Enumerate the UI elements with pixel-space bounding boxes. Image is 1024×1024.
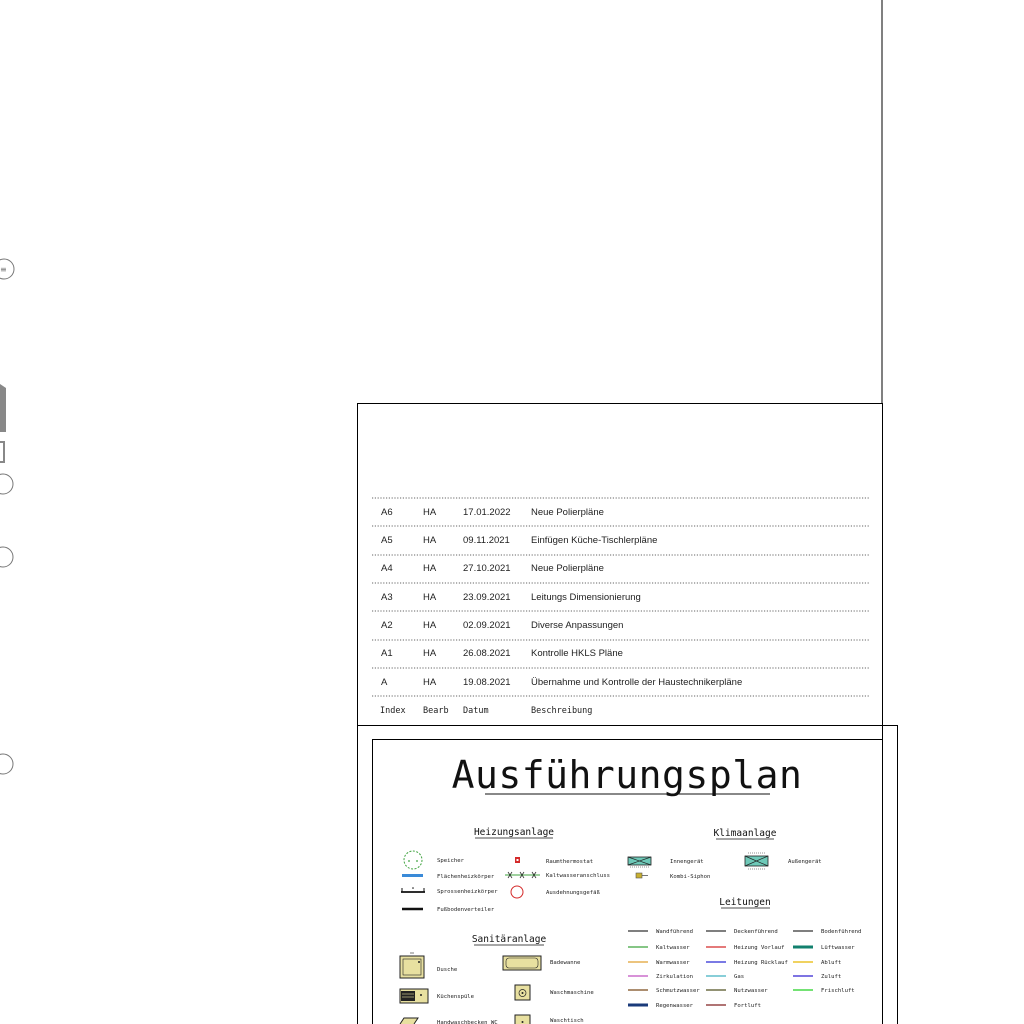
revision-row [381, 563, 604, 574]
revision-row [381, 507, 604, 518]
leitung-label: Abluft [821, 960, 842, 966]
aussengeraet-label: Außengerät [788, 859, 822, 865]
waschtisch-label: Waschtisch [550, 1018, 584, 1024]
revision-row [381, 677, 742, 688]
flaechenheizkoerper-label: Flächenheizkörper [437, 874, 495, 880]
rev-header-index: Index [380, 706, 406, 716]
leitung-label: Nutzwasser [734, 988, 768, 994]
leitung-label: Regenwasser [656, 1003, 694, 1009]
rev-bearb: HA [423, 563, 437, 574]
leitung-label: Zirkulation [656, 974, 694, 980]
kaltwasseranschluss-icon [505, 872, 540, 878]
kombi-siphon-label: Kombi-Siphon [670, 874, 711, 880]
rev-index: A1 [381, 648, 393, 659]
rev-index: A5 [381, 535, 393, 546]
rev-index: A3 [381, 592, 393, 603]
leitung-label: Bodenführend [821, 929, 862, 935]
handwaschbecken-label: Handwaschbecken WC [437, 1020, 498, 1024]
rev-datum: 19.08.2021 [463, 677, 511, 688]
badewanne-label: Badewanne [550, 960, 581, 966]
leitung-label: Schmutzwasser [656, 988, 700, 994]
sanitaer-legend [400, 953, 594, 1024]
rev-beschreibung: Neue Polierpläne [531, 507, 604, 518]
rev-index: A [381, 677, 388, 688]
aussengeraet-icon [745, 853, 768, 869]
edge-circle-icon[interactable] [0, 547, 13, 567]
svg-text:≡: ≡ [0, 265, 7, 274]
badewanne-icon [503, 956, 541, 970]
leitung-label: Kaltwasser [656, 945, 690, 951]
rev-bearb: HA [423, 677, 437, 688]
rev-datum: 27.10.2021 [463, 563, 511, 574]
leitung-label: Deckenführend [734, 929, 778, 935]
section-leitungen: Leitungen [719, 897, 771, 908]
rev-index: A2 [381, 620, 393, 631]
revision-row [381, 620, 623, 631]
sprossenheizkoerper-icon [401, 887, 425, 892]
revision-row [381, 592, 641, 603]
rev-datum: 09.11.2021 [463, 535, 510, 546]
rev-header-beschreibung: Beschreibung [531, 706, 593, 716]
waschmaschine-icon [515, 985, 530, 1000]
leitungen-legend [628, 929, 861, 1009]
rev-bearb: HA [423, 592, 437, 603]
ausdehnungsgefaess-icon [511, 886, 523, 898]
rev-index: A4 [381, 563, 393, 574]
leitung-label: Fortluft [734, 1003, 761, 1009]
edge-circle-icon[interactable] [0, 754, 13, 774]
revision-row [381, 535, 657, 546]
kaltwasseranschluss-label: Kaltwasseranschluss [546, 873, 610, 879]
heizung-legend [401, 851, 610, 913]
rev-beschreibung: Kontrolle HKLS Pläne [531, 648, 623, 659]
rev-header-datum: Datum [463, 706, 489, 716]
rev-beschreibung: Diverse Anpassungen [531, 620, 624, 631]
revision-header [380, 706, 592, 716]
leitung-label: Warmwasser [656, 960, 690, 966]
section-heizung: Heizungsanlage [473, 827, 555, 838]
rev-datum: 26.08.2021 [463, 648, 511, 659]
edge-markers [0, 259, 14, 774]
kombi-siphon-icon [636, 873, 648, 878]
waschtisch-icon [515, 1015, 530, 1024]
scale-fragment-icon [0, 442, 4, 462]
edge-circle-icon[interactable] [0, 474, 13, 494]
kuechenspuele-icon [400, 989, 428, 1003]
innengeraet-label: Innengerät [670, 859, 704, 865]
rev-beschreibung: Neue Polierpläne [531, 563, 604, 574]
rev-bearb: HA [423, 535, 437, 546]
ausdehnungsgefaess-label: Ausdehnungsgefäß [546, 890, 600, 896]
leitung-label: Zuluft [821, 974, 842, 980]
rev-beschreibung: Übernahme und Kontrolle der Haustechnikerpläne [531, 677, 743, 688]
leitung-label: Frischluft [821, 988, 855, 994]
plan-title: Ausführungsplan [451, 753, 803, 797]
rev-bearb: HA [423, 620, 437, 631]
fussbodenverteiler-label: Fußbodenverteiler [437, 907, 495, 913]
leitung-label: Heizung Vorlauf [734, 945, 785, 951]
sprossenheizkoerper-label: Sprossenheizkörper [437, 889, 498, 895]
rev-datum: 17.01.2022 [463, 507, 511, 518]
dusche-label: Dusche [437, 967, 458, 973]
rev-datum: 23.09.2021 [463, 592, 511, 603]
handwaschbecken-icon [400, 1018, 418, 1024]
section-sanitaer: Sanitäranlage [471, 934, 547, 945]
leitung-label: Lüftwasser [821, 945, 855, 951]
rev-datum: 02.09.2021 [463, 620, 511, 631]
rev-bearb: HA [423, 648, 437, 659]
leitung-label: Wandführend [656, 929, 694, 935]
rev-beschreibung: Einfügen Küche-Tischlerpläne [531, 535, 658, 546]
waschmaschine-label: Waschmaschine [550, 990, 594, 996]
dusche-icon [400, 953, 424, 978]
rev-beschreibung: Leitungs Dimensionierung [531, 592, 641, 603]
rev-header-bearb: Bearb [423, 706, 449, 716]
rev-bearb: HA [423, 507, 437, 518]
leitung-label: Gas [734, 974, 745, 980]
rev-index: A6 [381, 507, 393, 518]
revision-row [381, 648, 623, 659]
innengeraet-icon [628, 857, 651, 867]
leitung-label: Heizung Rücklauf [734, 960, 788, 966]
raumthermostat-label: Raumthermostat [546, 859, 594, 865]
revision-table [380, 507, 742, 716]
klima-legend [628, 853, 822, 880]
speicher-icon [404, 851, 422, 869]
north-arrow-fragment-icon [0, 384, 6, 432]
speicher-label: Speicher [437, 858, 464, 864]
flaechenheizkoerper-icon [402, 874, 423, 877]
section-klima: Klimaanlage [713, 828, 777, 839]
kuechenspuele-label: Küchenspüle [437, 994, 475, 1000]
